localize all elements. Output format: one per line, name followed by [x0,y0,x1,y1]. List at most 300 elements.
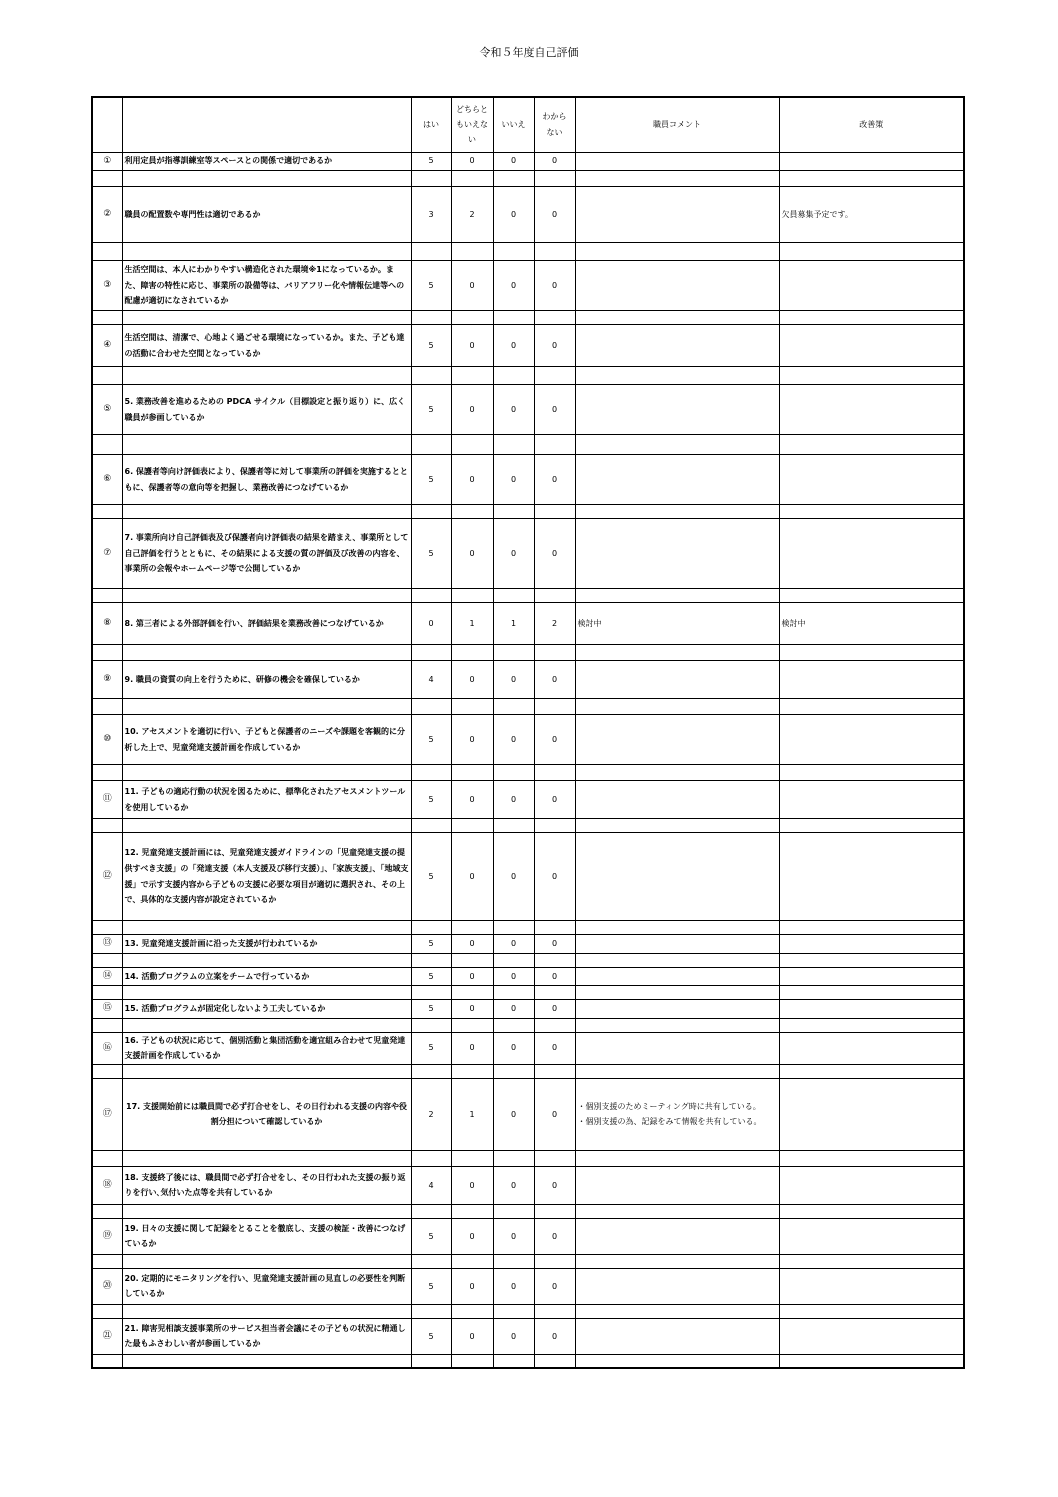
spacer-row [92,1254,964,1268]
row-number: ⑳ [92,1268,122,1304]
table-row [92,833,964,921]
question-text: 13. 児童発達支援計画に沿った支援が行われているか [122,935,411,954]
spacer-cell [575,1018,779,1032]
spacer-cell [534,645,575,661]
staff-comment [575,781,779,819]
spacer-cell [779,1018,964,1032]
spacer-cell [575,1150,779,1166]
count-unknown: 2 [534,603,575,645]
staff-comment [575,152,779,171]
count-no: 0 [493,1218,534,1254]
question-text: 10. アセスメントを適切に行い、子どもと保護者のニーズや課題を客観的に分析した上で、児童発達支援計画を作成しているか [122,715,411,765]
spacer-row [92,243,964,261]
count-yes: 5 [411,1218,451,1254]
spacer-cell [534,1354,575,1368]
spacer-cell [411,1354,451,1368]
question-text: 19. 日々の支援に関して記録をとることを徹底し、支援の検証・改善につなげているか [122,1218,411,1254]
spacer-cell [534,819,575,833]
spacer-row [92,1204,964,1218]
improvement-note [779,152,964,171]
table-row [92,1078,964,1150]
spacer-cell [451,765,493,781]
spacer-cell [493,921,534,935]
count-unknown: 0 [534,833,575,921]
table-row [92,1218,964,1254]
row-number: ③ [92,261,122,311]
header-unknown [534,97,575,152]
table-row [92,1166,964,1204]
staff-comment: 検討中 [575,603,779,645]
row-number: ④ [92,325,122,367]
spacer-cell [534,1018,575,1032]
spacer-cell [575,589,779,603]
count-yes: 5 [411,519,451,589]
spacer-row [92,589,964,603]
question-text: 14. 活動プログラムの立案をチームで行っているか [122,967,411,986]
improvement-note [779,519,964,589]
spacer-cell [411,645,451,661]
spacer-cell [411,1150,451,1166]
table-row [92,1318,964,1354]
count-unknown: 0 [534,715,575,765]
row-number: ⑧ [92,603,122,645]
spacer-cell [575,645,779,661]
spacer-cell [779,819,964,833]
count-no: 0 [493,519,534,589]
count-no: 0 [493,187,534,243]
staff-comment [575,833,779,921]
question-text: 6. 保護者等向け評価表により、保護者等に対して事業所の評価を実施するとともに、保護者等の意向等を把握し、業務改善につなげているか [122,455,411,505]
count-unknown: 0 [534,1166,575,1204]
question-text: 15. 活動プログラムが固定化しないよう工夫しているか [122,1000,411,1019]
staff-comment [575,661,779,699]
spacer-cell [779,171,964,187]
improvement-note [779,1078,964,1150]
spacer-cell [534,589,575,603]
spacer-cell [451,1150,493,1166]
header-neither [451,97,493,152]
improvement-note [779,935,964,954]
spacer-cell [493,1254,534,1268]
improvement-note [779,833,964,921]
count-yes: 5 [411,935,451,954]
spacer-cell [122,1150,411,1166]
spacer-cell [575,921,779,935]
spacer-cell [575,505,779,519]
spacer-cell [575,1254,779,1268]
row-number: ⑤ [92,385,122,435]
row-number: ⑫ [92,833,122,921]
table-row [92,715,964,765]
spacer-cell [122,311,411,325]
spacer-cell [92,819,122,833]
spacer-cell [122,1254,411,1268]
count-no: 0 [493,967,534,986]
count-unknown: 0 [534,385,575,435]
spacer-cell [122,921,411,935]
spacer-cell [575,953,779,967]
count-unknown: 0 [534,781,575,819]
row-number: ② [92,187,122,243]
spacer-cell [411,921,451,935]
spacer-cell [779,986,964,1000]
improvement-note [779,385,964,435]
table-row [92,935,964,954]
count-unknown: 0 [534,325,575,367]
spacer-cell [534,311,575,325]
spacer-cell [411,1254,451,1268]
spacer-row [92,1304,964,1318]
spacer-cell [411,765,451,781]
spacer-cell [779,1304,964,1318]
spacer-cell [122,645,411,661]
count-no: 0 [493,152,534,171]
count-neither: 0 [451,967,493,986]
count-unknown: 0 [534,1000,575,1019]
header-unknown-label: わからない [542,112,567,137]
spacer-cell [411,953,451,967]
question-text: 8. 第三者による外部評価を行い、評価結果を業務改善につなげているか [122,603,411,645]
spacer-row [92,921,964,935]
count-no: 0 [493,661,534,699]
spacer-cell [493,1150,534,1166]
table-row [92,187,964,243]
count-yes: 5 [411,967,451,986]
spacer-row [92,819,964,833]
spacer-cell [534,1150,575,1166]
spacer-cell [92,311,122,325]
count-yes: 5 [411,325,451,367]
spacer-cell [534,243,575,261]
spacer-row [92,171,964,187]
count-yes: 0 [411,603,451,645]
spacer-row [92,435,964,455]
count-neither: 0 [451,781,493,819]
spacer-cell [411,505,451,519]
improvement-note [779,1032,964,1064]
question-text: 21. 障害児相談支援事業所のサービス担当者会議にその子どもの状況に精通した最もふさわしい者が参画しているか [122,1318,411,1354]
spacer-cell [534,1204,575,1218]
spacer-cell [411,1204,451,1218]
count-yes: 5 [411,261,451,311]
staff-comment [575,1166,779,1204]
staff-comment [575,519,779,589]
spacer-cell [411,435,451,455]
spacer-cell [779,243,964,261]
count-neither: 0 [451,1268,493,1304]
spacer-cell [779,505,964,519]
spacer-cell [451,1354,493,1368]
page-title: 令和５年度自己評価 [479,46,579,59]
spacer-cell [122,1304,411,1318]
spacer-row [92,311,964,325]
spacer-cell [493,953,534,967]
question-text: 11. 子どもの適応行動の状況を図るために、標準化されたアセスメントツールを使用しているか [122,781,411,819]
spacer-cell [451,367,493,385]
staff-comment [575,187,779,243]
staff-comment [575,1268,779,1304]
spacer-cell [122,1204,411,1218]
spacer-cell [779,765,964,781]
row-number: ㉑ [92,1318,122,1354]
row-number: ⑰ [92,1078,122,1150]
spacer-cell [779,699,964,715]
improvement-note [779,261,964,311]
spacer-cell [493,435,534,455]
count-no: 0 [493,715,534,765]
spacer-cell [411,699,451,715]
spacer-cell [92,765,122,781]
spacer-cell [493,645,534,661]
question-text: 生活空間は、清潔で、心地よく過ごせる環境になっているか。また、子ども達の活動に合わせた空間となっているか [122,325,411,367]
count-neither: 0 [451,661,493,699]
count-unknown: 0 [534,1032,575,1064]
spacer-row [92,505,964,519]
spacer-cell [451,435,493,455]
count-unknown: 0 [534,1268,575,1304]
count-neither: 1 [451,603,493,645]
table-row [92,1032,964,1064]
count-yes: 4 [411,661,451,699]
row-number: ⑬ [92,935,122,954]
spacer-cell [493,699,534,715]
spacer-cell [122,1018,411,1032]
spacer-row [92,645,964,661]
spacer-cell [779,311,964,325]
header-improvement: 改善策 [779,97,964,152]
spacer-cell [451,953,493,967]
header-yes: はい [411,97,451,152]
count-neither: 0 [451,715,493,765]
question-text: 職員の配置数や専門性は適切であるか [122,187,411,243]
table-row [92,325,964,367]
header-row [92,97,964,152]
spacer-cell [534,765,575,781]
count-unknown: 0 [534,519,575,589]
spacer-cell [411,1064,451,1078]
count-yes: 5 [411,833,451,921]
row-number: ⑦ [92,519,122,589]
spacer-cell [451,311,493,325]
staff-comment [575,715,779,765]
count-neither: 1 [451,1078,493,1150]
table-row [92,661,964,699]
spacer-cell [411,986,451,1000]
spacer-cell [534,699,575,715]
count-no: 0 [493,1268,534,1304]
spacer-cell [575,986,779,1000]
spacer-cell [493,367,534,385]
table-row [92,1268,964,1304]
question-text: 7. 事業所向け自己評価表及び保護者向け評価表の結果を踏まえ、事業所として自己評価を行うとともに、その結果による支援の質の評価及び改善の内容を、事業所の会報やホームページ等で公開しているか [122,519,411,589]
count-neither: 0 [451,1000,493,1019]
spacer-cell [451,1304,493,1318]
improvement-note [779,715,964,765]
spacer-cell [493,1204,534,1218]
spacer-cell [451,171,493,187]
spacer-cell [493,986,534,1000]
spacer-cell [411,819,451,833]
improvement-note [779,781,964,819]
spacer-cell [122,171,411,187]
row-number: ⑮ [92,1000,122,1019]
spacer-cell [779,1204,964,1218]
header-staff-comment: 職員コメント [575,97,779,152]
count-yes: 5 [411,1318,451,1354]
spacer-cell [451,243,493,261]
improvement-note [779,325,964,367]
spacer-cell [92,171,122,187]
spacer-cell [779,1354,964,1368]
count-neither: 0 [451,833,493,921]
spacer-row [92,699,964,715]
header-question [122,97,411,152]
spacer-cell [92,1150,122,1166]
spacer-cell [779,1064,964,1078]
count-neither: 0 [451,1318,493,1354]
spacer-cell [92,243,122,261]
spacer-cell [411,171,451,187]
staff-comment [575,385,779,435]
spacer-cell [493,1064,534,1078]
spacer-cell [493,1018,534,1032]
improvement-note [779,455,964,505]
spacer-cell [451,1204,493,1218]
row-number: ⑩ [92,715,122,765]
improvement-note [779,967,964,986]
spacer-cell [493,819,534,833]
table-row [92,603,964,645]
improvement-note: 検討中 [779,603,964,645]
staff-comment [575,1032,779,1064]
spacer-cell [92,699,122,715]
question-text: 利用定員が指導訓練室等スペースとの関係で適切であるか [122,152,411,171]
table-body [92,152,964,1368]
count-yes: 5 [411,385,451,435]
spacer-cell [411,311,451,325]
spacer-cell [575,1064,779,1078]
count-neither: 0 [451,261,493,311]
staff-comment [575,1000,779,1019]
spacer-cell [575,171,779,187]
count-yes: 5 [411,152,451,171]
count-no: 0 [493,935,534,954]
improvement-note [779,1000,964,1019]
count-neither: 0 [451,385,493,435]
question-text: 18. 支援終了後には、職員間で必ず打合せをし、その日行われた支援の振り返りを行い､気付いた点等を共有しているか [122,1166,411,1204]
row-number: ⑪ [92,781,122,819]
spacer-cell [451,699,493,715]
spacer-cell [493,1304,534,1318]
spacer-cell [534,171,575,187]
spacer-cell [92,435,122,455]
spacer-cell [779,435,964,455]
spacer-cell [534,953,575,967]
spacer-cell [451,1254,493,1268]
header-neither-label: どちらともいえない [456,104,488,145]
spacer-cell [575,367,779,385]
count-no: 0 [493,1078,534,1150]
question-text: 16. 子どもの状況に応じて、個別活動と集団活動を適宜組み合わせて児童発達支援計画を作成しているか [122,1032,411,1064]
spacer-cell [411,1018,451,1032]
spacer-cell [779,645,964,661]
spacer-cell [122,765,411,781]
spacer-cell [122,819,411,833]
spacer-cell [534,367,575,385]
spacer-row [92,1064,964,1078]
spacer-row [92,367,964,385]
question-text: 20. 定期的にモニタリングを行い、児童発達支援計画の見直しの必要性を判断しているか [122,1268,411,1304]
spacer-cell [92,1254,122,1268]
spacer-cell [92,589,122,603]
row-number: ⑥ [92,455,122,505]
table-row [92,967,964,986]
spacer-cell [92,367,122,385]
spacer-cell [451,645,493,661]
spacer-cell [451,589,493,603]
spacer-cell [122,1354,411,1368]
spacer-cell [779,1254,964,1268]
spacer-row [92,765,964,781]
count-neither: 0 [451,1166,493,1204]
header-no-answer: いいえ [493,97,534,152]
count-no: 0 [493,1318,534,1354]
count-unknown: 0 [534,935,575,954]
spacer-cell [451,921,493,935]
staff-comment [575,967,779,986]
count-unknown: 0 [534,455,575,505]
table-row [92,152,964,171]
count-no: 0 [493,833,534,921]
spacer-cell [575,819,779,833]
count-no: 0 [493,385,534,435]
staff-comment [575,261,779,311]
staff-comment [575,1218,779,1254]
spacer-cell [122,367,411,385]
spacer-row [92,1150,964,1166]
count-no: 0 [493,325,534,367]
table-row [92,385,964,435]
count-yes: 4 [411,1166,451,1204]
spacer-cell [534,505,575,519]
spacer-cell [451,986,493,1000]
spacer-cell [534,1304,575,1318]
spacer-row [92,1354,964,1368]
row-number: ⑯ [92,1032,122,1064]
spacer-cell [92,1018,122,1032]
improvement-note [779,1166,964,1204]
row-number: ⑲ [92,1218,122,1254]
spacer-cell [779,589,964,603]
spacer-cell [493,1354,534,1368]
count-yes: 5 [411,715,451,765]
improvement-note [779,1218,964,1254]
count-unknown: 0 [534,1218,575,1254]
improvement-note: 欠員募集予定です。 [779,187,964,243]
spacer-cell [534,1064,575,1078]
count-unknown: 0 [534,261,575,311]
count-neither: 0 [451,325,493,367]
row-number: ① [92,152,122,171]
count-unknown: 0 [534,1078,575,1150]
count-no: 0 [493,781,534,819]
row-number: ⑨ [92,661,122,699]
row-number: ⑭ [92,967,122,986]
count-unknown: 0 [534,187,575,243]
self-evaluation-table [91,96,965,1369]
staff-comment [575,1318,779,1354]
spacer-cell [122,1064,411,1078]
